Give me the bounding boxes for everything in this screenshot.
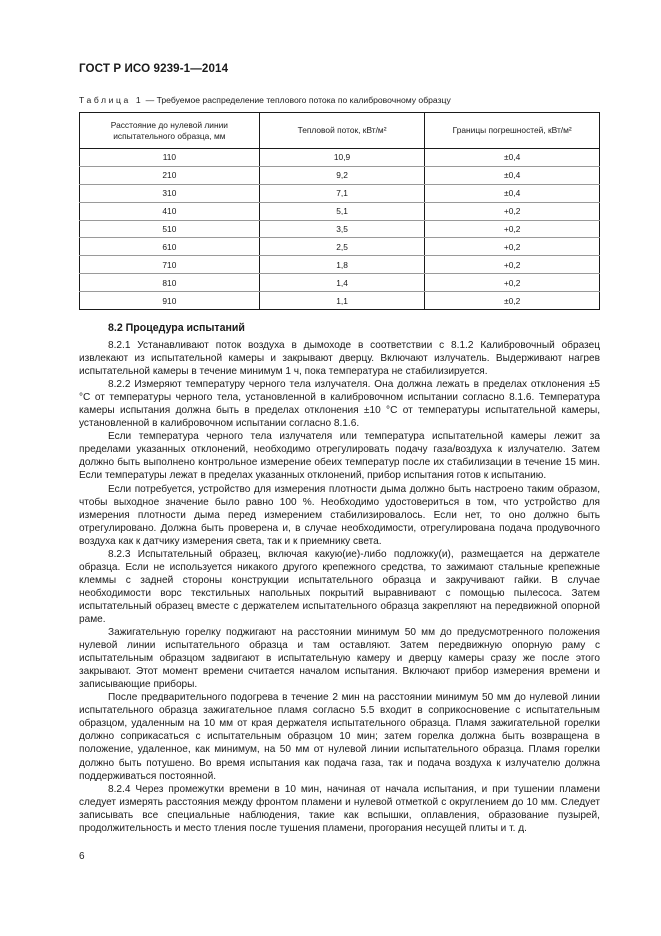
table-row (80, 220, 600, 238)
table-row (80, 149, 600, 167)
column-header-error-limits: Границы погрешностей, кВт/м² (425, 113, 600, 149)
cell-heat-flux: 2,5 (259, 238, 425, 256)
body-paragraph: Если температура черного тела излучателя или температура испытательной камеры лежит за пределами указанных отклонений, необходимо отрегулировать подачу газа/воздуха к излучателю. Затем должно быть выполнено контрольное измерение обеих температур после их стабилизации в течение 15 мин. Если температуры лежат в пределах указанных отклонений, прибор испытания готов к испытанию. (79, 431, 600, 482)
body-paragraph: 8.2.1 Устанавливают поток воздуха в дымоходе в соответствии с 8.1.2 Калибровочный образец извлекают из испытательной камеры и закрывают дверцу. Включают излучатель. Выдерживают нагрев испытательной камеры в течение минимум 1 ч, пока температура не стабилизируется. (79, 340, 600, 378)
table-row (80, 274, 600, 292)
cell-distance: 110 (80, 149, 260, 167)
table-header-row (80, 113, 600, 149)
body-paragraph: 8.2.3 Испытательный образец, включая какую(ие)-либо подложку(и), размещается на держателе образца. Если не используется никакого другого крепежного средства, то зажимают стальные крепежные клеммы с задней стороны конструкции испытательного образца и закручивают гайки. В случае необходимости ворс текстильных напольных покрытий выравнивают с помощью пылесоса. Затем испытательный образец вместе с держателем испытательного образца закрепляют на передвижной опорной раме. (79, 548, 600, 625)
table-row (80, 166, 600, 184)
cell-error-limit: ±0,4 (425, 166, 600, 184)
cell-distance: 310 (80, 184, 260, 202)
cell-error-limit: +0,2 (425, 202, 600, 220)
body-paragraph: 8.2.2 Измеряют температуру черного тела излучателя. Она должна лежать в пределах отклонения ±5 °С от температуры черного тела, установленной в калибровочном испытании согласно 8.1.6. Температура камеры испытания должна быть в пределах отклонения ±10 °С от температуры испытательной камеры, установленной в калибровочном испытании согласно 8.1.6. (79, 379, 600, 430)
cell-heat-flux: 10,9 (259, 149, 425, 167)
body-paragraph: 8.2.4 Через промежутки времени в 10 мин, начиная от начала испытания, и при тушении пламени следует измерять расстояния между фронтом пламени и нулевой отметкой с округлением до 10 мм. Следует записывать все специальные наблюдения, такие как вспышки, оплавления, образование пузырей, продолжительность и место тления после тушения пламени, прогорания несущей плиты и т. д. (79, 783, 600, 834)
table-row (80, 292, 600, 310)
cell-error-limit: +0,2 (425, 220, 600, 238)
body-paragraph: Если потребуется, устройство для измерения плотности дыма должно быть настроено таким образом, чтобы выходное значение было равно 100 %. Необходимо удостовериться в том, что устройство для измерения плотности дыма перед измерением стабилизировалось. Если нет, то оно должно быть отрегулировано. Должна быть проверена и, в случае необходимости, отрегулирована подача продувочного воздуха как к датчику измерения света, так и к приемнику света. (79, 483, 600, 547)
cell-heat-flux: 5,1 (259, 202, 425, 220)
cell-distance: 410 (80, 202, 260, 220)
table-caption-text: — Требуемое распределение теплового потока по калибровочному образцу (143, 95, 451, 105)
cell-heat-flux: 1,1 (259, 292, 425, 310)
cell-distance: 510 (80, 220, 260, 238)
cell-distance: 610 (80, 238, 260, 256)
cell-error-limit: ±0,4 (425, 184, 600, 202)
column-header-distance: Расстояние до нулевой линии испытательного образца, мм (80, 113, 260, 149)
cell-heat-flux: 3,5 (259, 220, 425, 238)
cell-heat-flux: 1,8 (259, 256, 425, 274)
cell-heat-flux: 7,1 (259, 184, 425, 202)
cell-distance: 710 (80, 256, 260, 274)
section-title: 8.2 Процедура испытаний (108, 322, 245, 334)
table-row (80, 184, 600, 202)
body-paragraph: Зажигательную горелку поджигают на расстоянии минимум 50 мм до предусмотренного положения нулевой линии испытательного образца и там оставляют. Затем передвижную опорную раму с испытательным образцом задвигают в испытательную камеру и дверцу камеры сразу же после этого закрывают. Этот момент времени считается началом испытания. Включают прибор измерения времени и записывающие приборы. (79, 627, 600, 691)
cell-distance: 910 (80, 292, 260, 310)
section-body (79, 339, 600, 835)
cell-distance: 810 (80, 274, 260, 292)
cell-distance: 210 (80, 166, 260, 184)
page-number: 6 (79, 851, 85, 862)
table-caption-label: Таблица 1 (79, 95, 144, 105)
page-header-standard-code: ГОСТ Р ИСО 9239-1—2014 (79, 62, 229, 75)
cell-error-limit: ±0,2 (425, 292, 600, 310)
table-body (80, 149, 600, 310)
cell-error-limit: +0,2 (425, 274, 600, 292)
table-row (80, 202, 600, 220)
body-paragraph: После предварительного подогрева в течение 2 мин на расстоянии минимум 50 мм до нулевой линии испытательного образца зажигательное пламя согласно 5.5 входит в соприкосновение с испытательным образцом, удаленным на 10 мм от края держателя испытательного образца. Пламя зажигательной горелки должно соприкасаться с испытательным образцом 10 мин; затем горелка должна быть возвращена в положение, удаленное, как минимум, на 50 мм от нулевой линии испытательного образца. Пламя горелки должно быть потушено. Во время испытания как подача газа, так и подача воздуха к излучателю должна поддерживаться постоянной. (79, 692, 600, 782)
table-row (80, 238, 600, 256)
cell-error-limit: +0,2 (425, 256, 600, 274)
column-header-heat-flux: Тепловой поток, кВт/м² (259, 113, 425, 149)
heat-flux-table (79, 112, 600, 310)
cell-heat-flux: 1,4 (259, 274, 425, 292)
cell-error-limit: +0,2 (425, 238, 600, 256)
table-row (80, 256, 600, 274)
table-caption (79, 95, 451, 105)
cell-heat-flux: 9,2 (259, 166, 425, 184)
cell-error-limit: ±0,4 (425, 149, 600, 167)
